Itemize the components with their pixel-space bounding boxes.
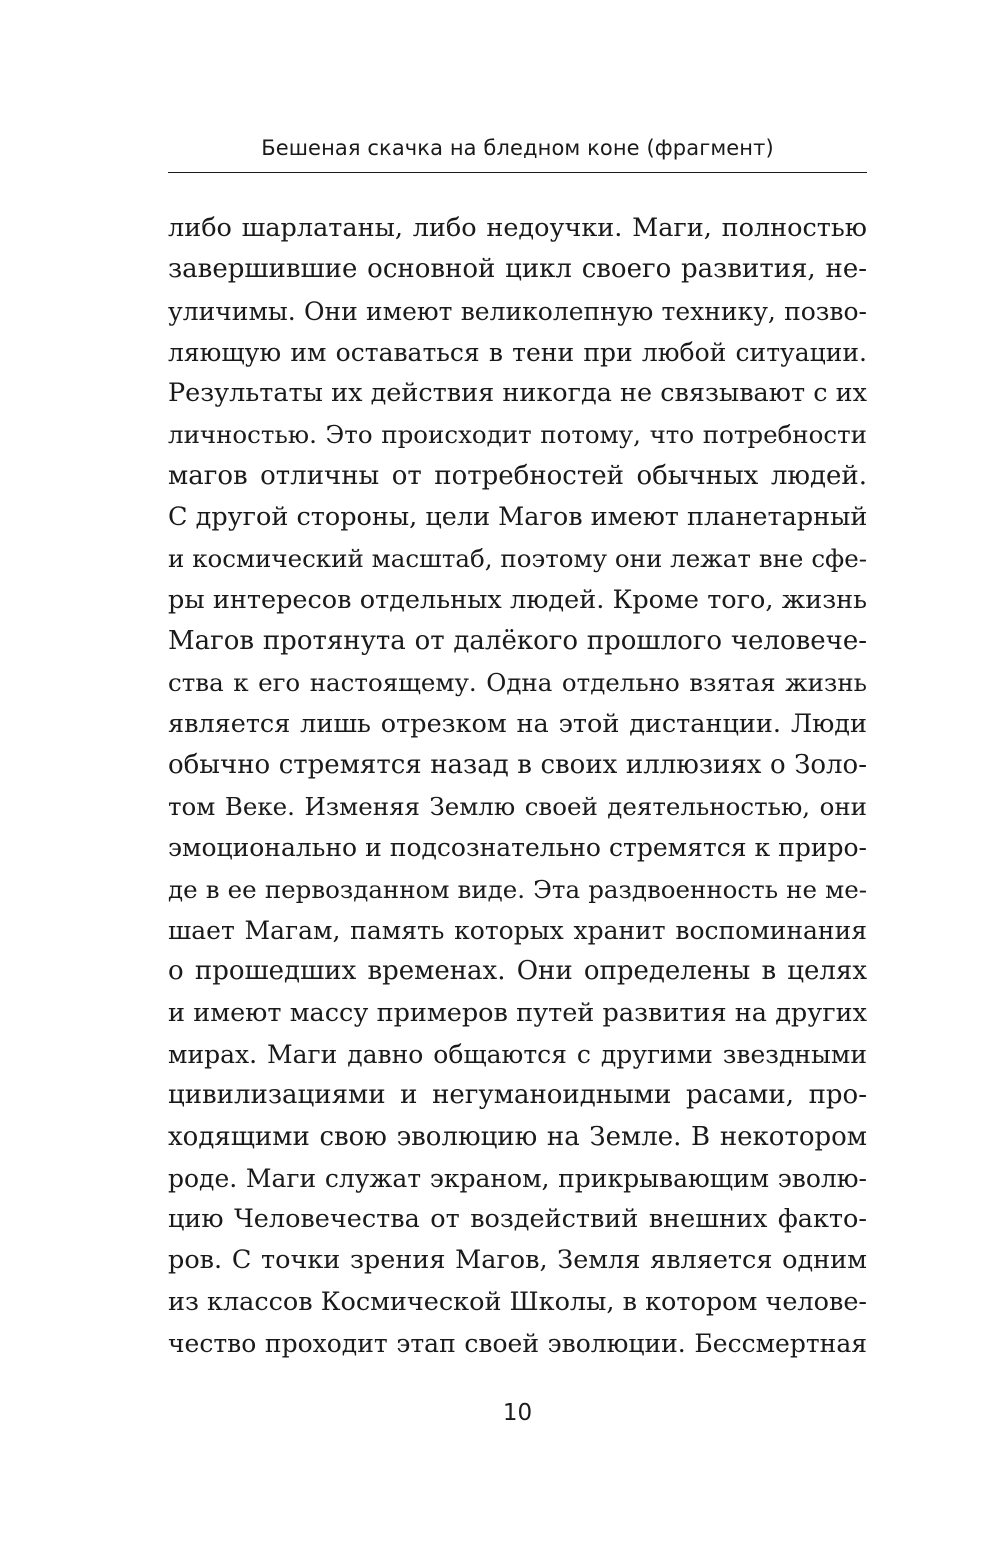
text-line: эмоционально и подсознательно стремятся к приро- [168, 833, 867, 863]
text-line: либо шарлатаны, либо недоучки. Маги, полностью [168, 213, 867, 243]
text-line: шает Магам, память которых хранит воспоминания [168, 916, 867, 946]
text-line: ры интересов отдельных людей. Кроме того, жизнь [168, 584, 867, 615]
text-line: чество проходит этап своей эволюции. Бессмертная [168, 1329, 867, 1359]
text-line: уличимы. Они имеют великолепную технику, позво- [168, 296, 867, 326]
text-line: ров. С точки зрения Магов, Земля является одним [168, 1245, 867, 1276]
text-line: цивилизациями и негуманоидными расами, про- [168, 1080, 867, 1111]
text-line: ходящими свою эволюцию на Земле. В некотором [168, 1121, 867, 1152]
text-line: завершившие основной цикл своего развития, не- [168, 254, 867, 285]
text-line: личностью. Это происходит потому, что потребности [168, 420, 867, 450]
text-line: С другой стороны, цели Магов имеют планетарный [168, 502, 868, 533]
running-title: Бешеная скачка на бледном коне (фрагмент) [261, 136, 774, 160]
page-number: 10 [502, 1400, 533, 1426]
text-line: роде. Маги служат экраном, прикрывающим эволю- [168, 1163, 867, 1193]
text-line: обычно стремятся назад в своих иллюзиях о Золо- [168, 749, 867, 780]
body-text [168, 208, 867, 1364]
text-line: ства к его настоящему. Одна отдельно взятая жизнь [168, 668, 867, 698]
text-line: является лишь отрезком на этой дистанции. Люди [168, 708, 867, 739]
text-line: цию Человечества от воздействий внешних факто- [168, 1204, 867, 1235]
text-line: магов отличны от потребностей обычных людей. [168, 460, 867, 491]
text-line: и космический масштаб, поэтому они лежат вне сфе- [168, 544, 867, 574]
text-line: том Веке. Изменяя Землю своей деятельностью, они [168, 792, 867, 822]
text-line: из классов Космической Школы, в котором челове- [168, 1286, 868, 1317]
text-line: мирах. Маги давно общаются с другими звездными [168, 1039, 867, 1069]
text-line: ляющую им оставаться в тени при любой ситуации. [168, 337, 867, 367]
text-line: Магов протянута от далёкого прошлого человече- [168, 625, 867, 656]
text-line: о прошедших временах. Они определены в целях [168, 956, 867, 987]
text-line: и имеют массу примеров путей развития на других [168, 997, 867, 1028]
text-line: де в ее первозданном виде. Эта раздвоенность не ме- [168, 874, 867, 904]
header-rule [168, 172, 867, 173]
text-line: Результаты их действия никогда не связывают с их [168, 378, 867, 409]
